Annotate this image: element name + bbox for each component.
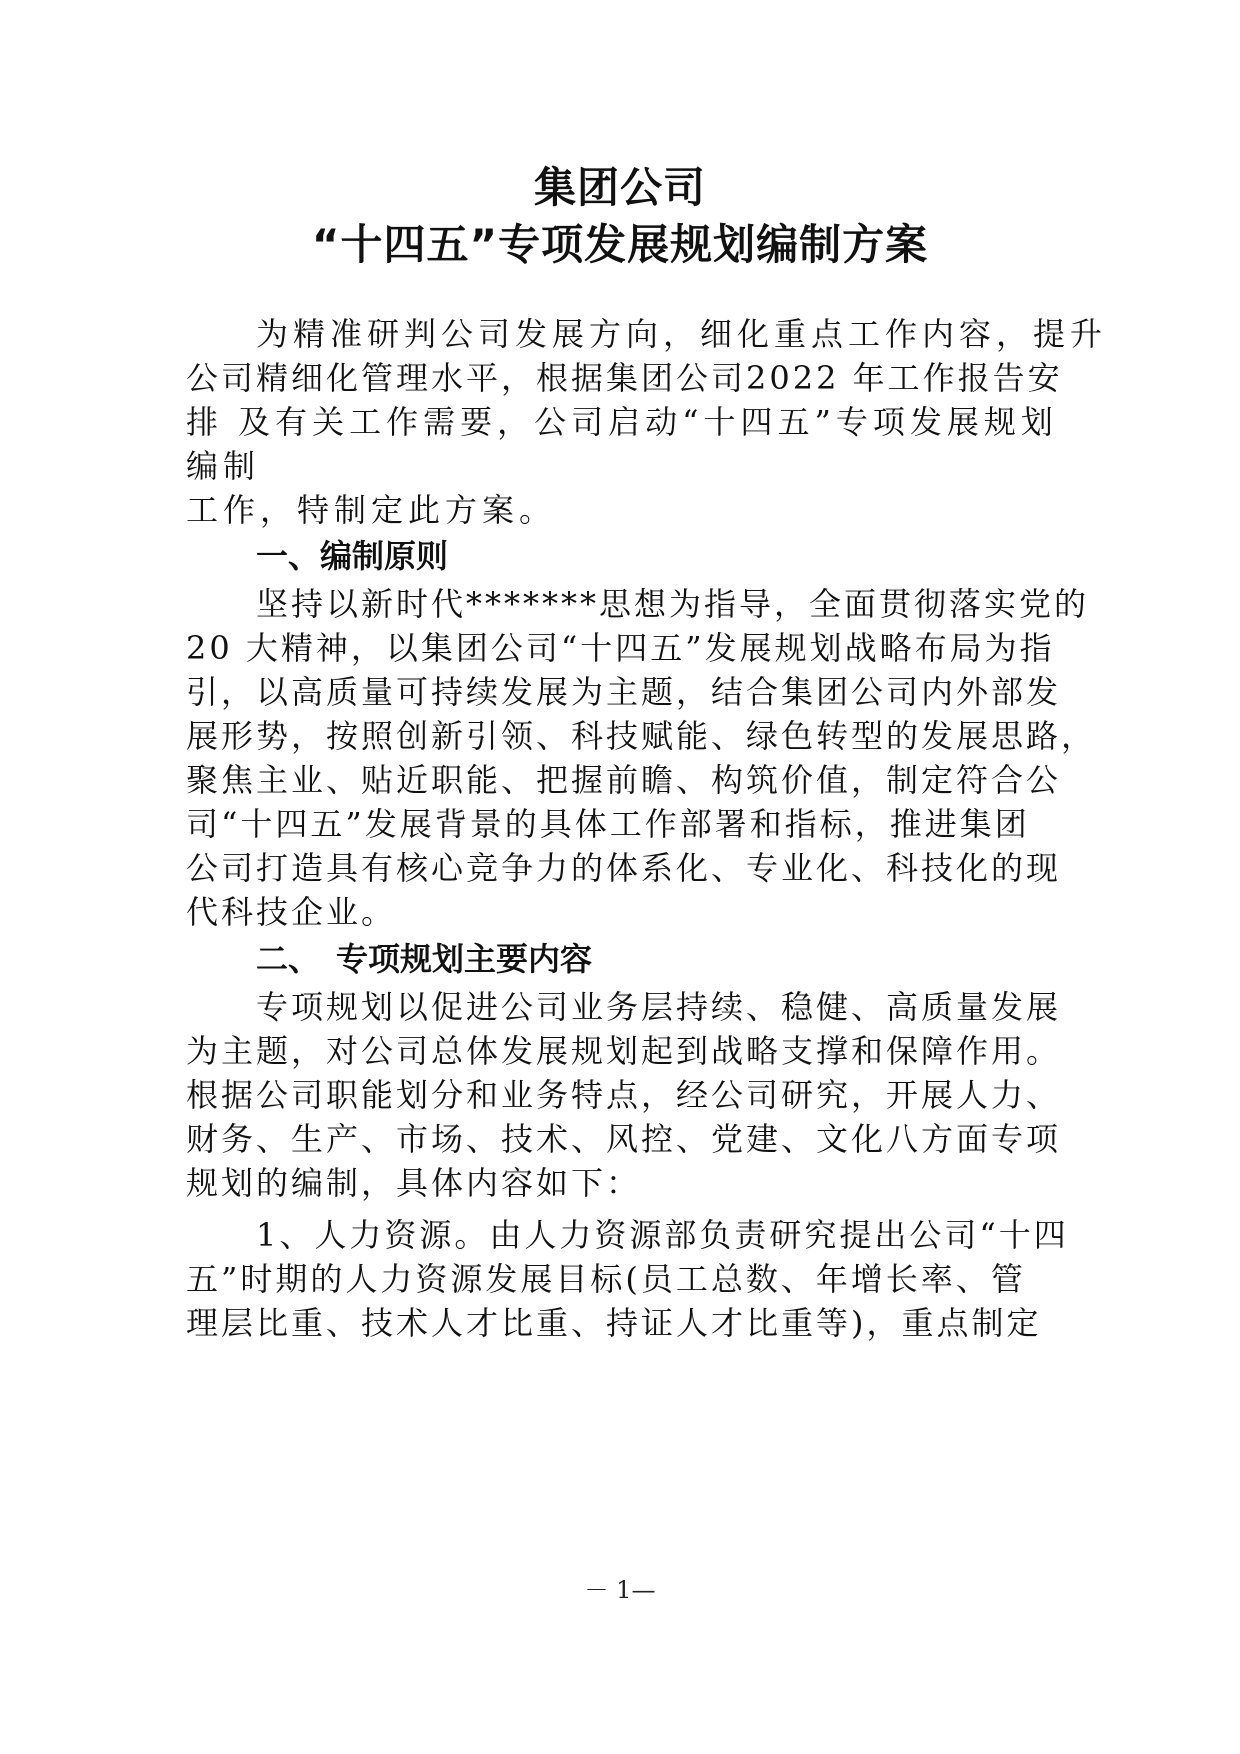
intro-line-3: 排 及有关工作需要，公司启动“十四五”专项发展规划	[186, 403, 1058, 441]
intro-line-1: 为精准研判公司发展方向，细化重点工作内容，提升	[256, 315, 1108, 353]
section-1-line-6: 司“十四五”发展背景的具体工作部署和指标，推进集团	[186, 805, 1030, 843]
item-1-line-2: 五”时期的人力资源发展目标(员工总数、年增长率、管	[186, 1260, 1026, 1298]
intro-line-5: 工作，特制定此方案。	[186, 491, 557, 529]
section-1-line-1: 坚持以新时代*******思想为指导，全面贯彻落实党的	[256, 585, 1090, 623]
section-2-heading: 二、 专项规划主要内容	[256, 940, 593, 978]
section-2-line-5: 规划的编制，具体内容如下：	[186, 1164, 642, 1202]
section-1-line-2: 20 大精神，以集团公司“十四五”发展规划战略布局为指	[186, 629, 1055, 667]
page-number: － 1—	[584, 1576, 656, 1604]
section-1-heading: 一、编制原则	[256, 537, 449, 575]
section-2-line-1: 专项规划以促进公司业务层持续、稳健、高质量发展	[256, 988, 1062, 1026]
item-1-line-3: 理层比重、技术人才比重、持证人才比重等)，重点制定	[186, 1304, 1042, 1342]
section-1-line-3: 引，以高质量可持续发展为主题，结合集团公司内外部发	[186, 673, 1062, 711]
title-line-2: “十四五”专项发展规划编制方案	[311, 220, 929, 269]
section-2-line-4: 财务、生产、市场、技术、风控、党建、文化八方面专项	[186, 1120, 1062, 1158]
section-1-line-7: 公司打造具有核心竞争力的体系化、专业化、科技化的现	[186, 849, 1062, 887]
intro-line-4: 编制	[186, 447, 261, 485]
section-2-line-3: 根据公司职能划分和业务特点，经公司研究，开展人力、	[186, 1076, 1062, 1114]
section-1-line-8: 代科技企业。	[186, 893, 397, 931]
section-1-line-4: 展形势，按照创新引领、科技赋能、绿色转型的发展思路，	[186, 717, 1097, 755]
intro-line-2: 公司精细化管理水平，根据集团公司2022 年工作报告安	[186, 359, 1063, 397]
section-1-line-5: 聚焦主业、贴近职能、把握前瞻、构筑价值，制定符合公	[186, 761, 1062, 799]
title-line-1: 集团公司	[533, 163, 706, 212]
item-1-line-1: 1、人力资源。由人力资源部负责研究提出公司“十四	[256, 1216, 1069, 1254]
section-2-line-2: 为主题，对公司总体发展规划起到战略支撑和保障作用。	[186, 1032, 1062, 1070]
